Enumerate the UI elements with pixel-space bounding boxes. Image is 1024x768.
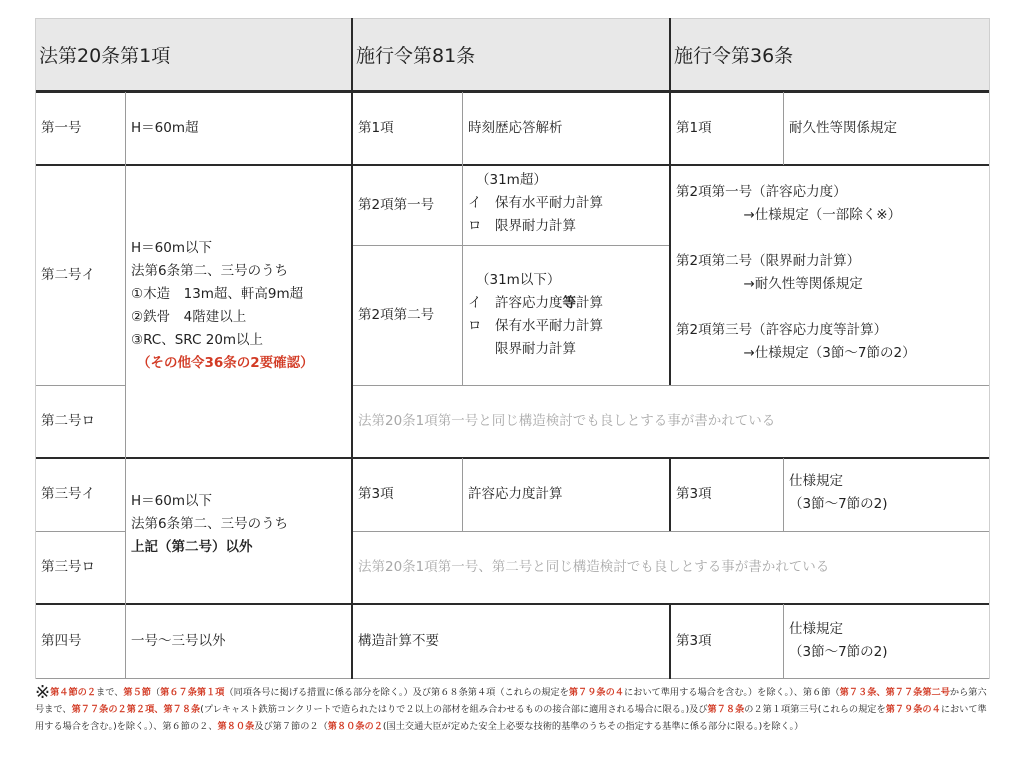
condition-line: ①木造 13m超、軒高9m超 [131,285,304,302]
footnote-text: の２第１項第三号(これらの規定を [744,704,886,715]
ord81-line: （31m超） [476,172,547,188]
table-divider [35,164,990,166]
row-label-item-3-ro: 第三号ロ [41,559,95,575]
footnote-body [35,687,987,732]
ord81-line: 限界耐力計算 [468,341,576,357]
row-label-item-2-i: 第二号イ [41,266,95,283]
condition-line: H＝60m以下 [131,239,212,256]
table-divider [35,457,990,459]
ord36-item-4: 第3項 [676,633,712,649]
table-divider [669,604,671,679]
item-2-ro-note: 法第20条1項第一号と同じ構造検討でも良しとする事が書かれている [358,413,776,429]
table-divider [783,604,784,679]
table-divider [352,245,670,246]
ord36-line: 第2項第二号（限界耐力計算） [676,253,861,269]
footnote [35,684,990,735]
condition-note: （その他令36条の2要確認） [137,354,314,371]
ord36-desc-4 [783,618,990,679]
table-divider [352,385,990,386]
condition-line: ②鉄骨 4階建以上 [131,308,247,325]
condition-item-3 [125,458,352,604]
footnote-text: において準用する場合を含む。）を除く。）、第６節（ [623,687,840,698]
header-law-20-1: 法第20条第1項 [35,18,352,92]
condition-line: 法第6条第二、三号のうち [131,515,289,532]
footnote-article-ref: 第４節の２ [50,687,97,698]
structural-regulation-table [35,18,990,679]
ord36-line: 第2項第一号（許容応力度） [676,184,847,200]
footnote-article-ref: 第７７条の２第２項、第７８条 [71,704,201,715]
table-divider [35,385,125,386]
ord81-line: （31m以下） [476,272,561,288]
footnote-article-ref: 第５節 [123,687,151,698]
footnote-article-ref: 第７９条の４ [568,687,624,698]
ord36-line: →耐久性等関係規定 [676,276,863,292]
footnote-mark: ※ [35,682,51,703]
footnote-text: （ [150,687,161,698]
footnote-text: 及び第７節の２（ [254,721,328,732]
footnote-article-ref: 第８０条 [217,721,255,732]
condition-item-2 [125,165,352,458]
ord81-line: イ 許容応力度等計算 [468,295,603,311]
footnote-text: (プレキャスト鉄筋コンクリートで造られたはりで２以上の部材を組み合わせるものの接合部に適用される場合に限る。)及び [200,704,708,715]
table-divider [669,458,671,531]
condition-line: 上記（第二号）以外 [131,538,253,555]
ord36-desc-1: 耐久性等関係規定 [789,120,897,136]
ord36-line: →仕様規定（一部除く※） [676,207,902,223]
row-label-item-4: 第四号 [41,633,82,649]
ord36-line: （3節〜7節の2) [789,496,888,512]
ord36-line: 仕様規定 [789,621,843,637]
table-divider [669,18,671,385]
condition-line: 法第6条第二、三号のうち [131,262,289,279]
ord36-line: 仕様規定 [789,473,843,489]
ord81-line: イ 保有水平耐力計算 [468,195,603,211]
footnote-article-ref: 第７９条の４ [885,704,941,715]
ord36-line [676,296,990,319]
table-divider [989,18,990,679]
ord81-line: ロ 保有水平耐力計算 [468,318,603,334]
table-divider [352,531,990,532]
row-label-item-1: 第一号 [41,120,82,136]
ord81-desc-1: 時刻歴応答解析 [468,120,563,136]
ord36-line: （3節〜7節の2) [789,644,888,660]
row-label-item-2-ro: 第二号ロ [41,413,95,429]
ord36-item-3: 第3項 [676,486,712,502]
condition-line: H＝60m以下 [131,492,212,509]
ord36-line [676,227,990,250]
ord36-line: →仕様規定（3節〜7節の2） [676,345,916,361]
ord36-desc-2 [670,181,990,385]
table-divider [783,92,784,165]
table-divider [35,18,36,679]
item-3-ro-note: 法第20条1項第一号、第二号と同じ構造検討でも良しとする事が書かれている [358,559,830,575]
table-divider [783,458,784,531]
ord81-item-2-2: 第2項第二号 [358,306,435,323]
condition-line: ③RC、SRC 20m以上 [131,331,264,348]
table-divider [35,90,990,93]
table-divider [125,92,126,679]
condition-item-1: H＝60m超 [131,120,199,136]
table-divider [35,531,125,532]
ord36-desc-3 [783,470,990,531]
table-divider [462,92,463,385]
table-divider [351,18,353,679]
header-ordinance-81: 施行令第81条 [352,18,670,92]
ord81-item-1: 第1項 [358,120,394,136]
row-label-item-3-i: 第三号イ [41,486,95,502]
table-divider [35,18,990,19]
footnote-text: まで、 [96,687,124,698]
ord81-desc-4: 構造計算不要 [358,633,439,649]
table-divider [35,603,990,605]
header-ordinance-36: 施行令第36条 [670,18,990,92]
footnote-article-ref: 第８０条の２ [327,721,383,732]
footnote-article-ref: 第７３条、第７７条第二号 [839,687,950,698]
table-divider [462,458,463,531]
ord81-desc-2-1 [462,169,670,245]
ord81-desc-2-2 [462,245,670,385]
footnote-text: (国土交通大臣が定めた安全上必要な技術的基準のうちその指定する基準に係る部分に限る。)を除く。） [382,721,804,732]
condition-item-4: 一号〜三号以外 [131,633,226,649]
ord81-line: ロ 限界耐力計算 [468,218,576,234]
ord36-item-1: 第1項 [676,120,712,136]
table-divider [35,678,990,679]
footnote-text: から第六号まで、 [35,687,987,715]
footnote-text: において準用する場合を含む。)を除く。）、第６節の２、 [35,704,987,732]
footnote-article-ref: 第７８条 [707,704,745,715]
ord81-item-2-1: 第2項第一号 [358,196,435,213]
ord36-line: 第2項第三号（許容応力度等計算） [676,322,888,338]
ord81-item-3: 第3項 [358,486,394,502]
ord81-desc-3: 許容応力度計算 [468,486,563,502]
footnote-text: （同項各号に掲げる措置に係る部分を除く。）及び第６８条第４項（これらの規定を [224,687,569,698]
footnote-article-ref: 第６７条第１項 [160,687,225,698]
